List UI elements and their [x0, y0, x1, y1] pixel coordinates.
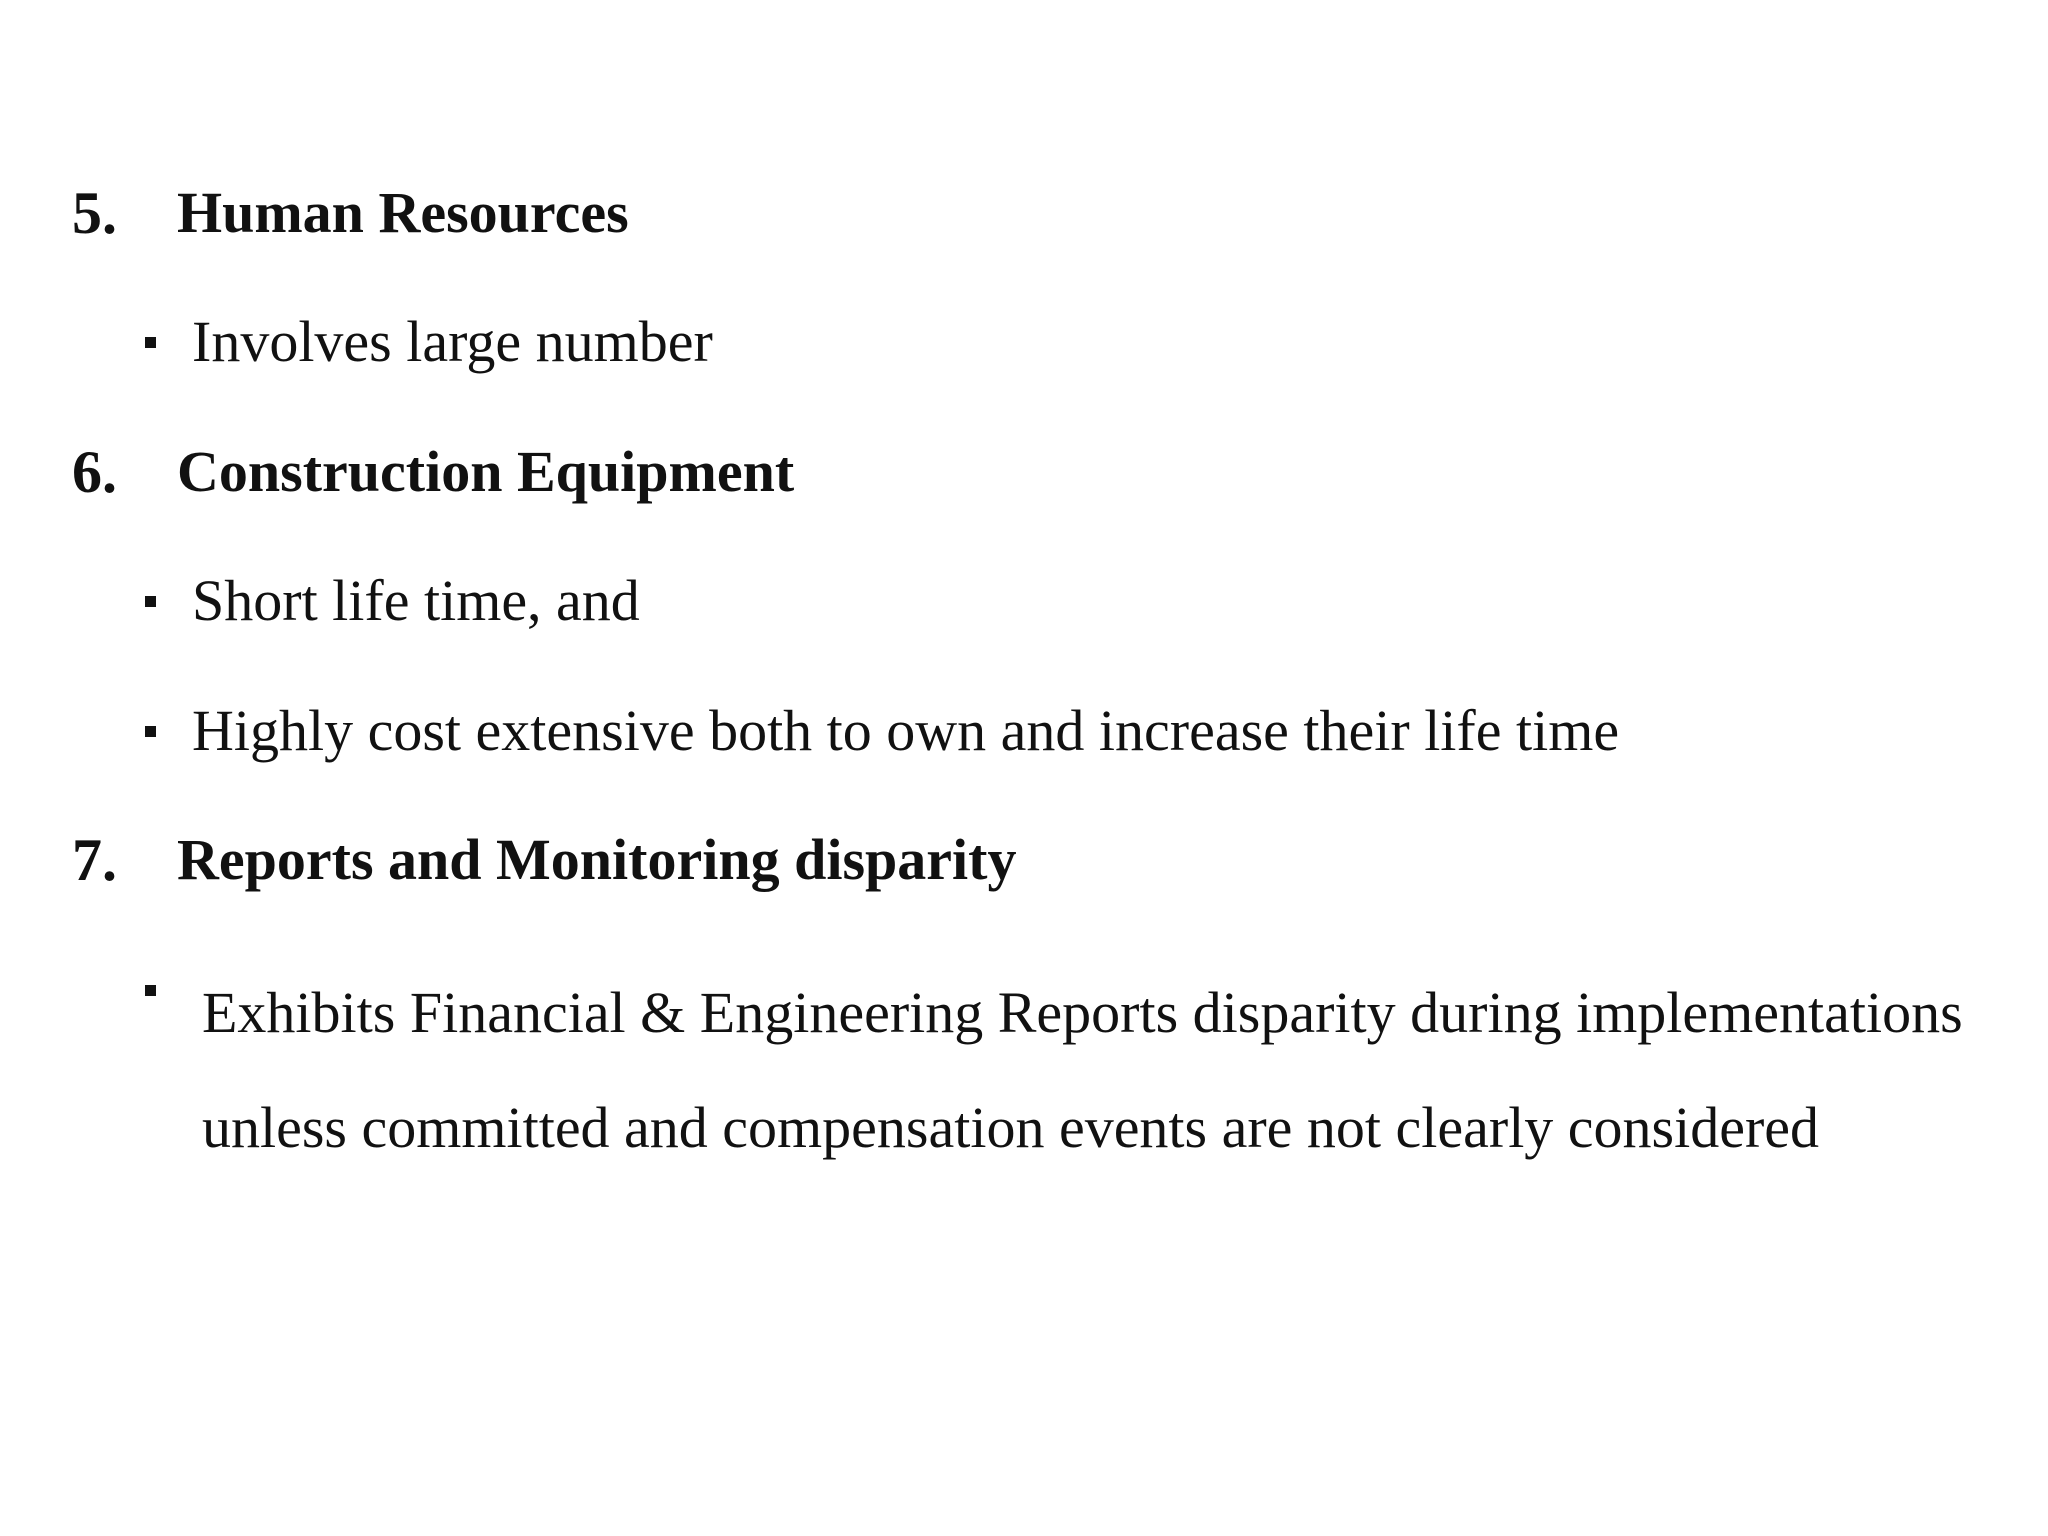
bullet-item — [145, 307, 713, 377]
section-heading — [72, 178, 629, 248]
square-bullet-icon — [145, 726, 156, 737]
section-number: 6. — [72, 439, 117, 505]
section-title: Reports and Monitoring disparity — [177, 827, 1017, 892]
section-number: 5. — [72, 180, 117, 246]
section-heading — [72, 437, 794, 507]
bullet-item — [145, 696, 1619, 766]
bullet-item — [145, 566, 640, 636]
square-bullet-icon — [145, 985, 156, 996]
section-title: Human Resources — [177, 180, 629, 245]
bullet-text: Exhibits Financial & Engineering Reports disparity during implementations unless committed and compensation events are not clearly considered — [202, 980, 1963, 1160]
section-title: Construction Equipment — [177, 439, 795, 504]
square-bullet-icon — [145, 337, 156, 348]
section-number: 7. — [72, 827, 117, 893]
bullet-text: Short life time, and — [192, 568, 640, 633]
bullet-text: Highly cost extensive both to own and increase their life time — [192, 698, 1620, 763]
square-bullet-icon — [145, 596, 156, 607]
bullet-item — [145, 955, 2002, 1185]
bullet-text: Involves large number — [192, 309, 713, 374]
section-heading — [72, 825, 1016, 895]
